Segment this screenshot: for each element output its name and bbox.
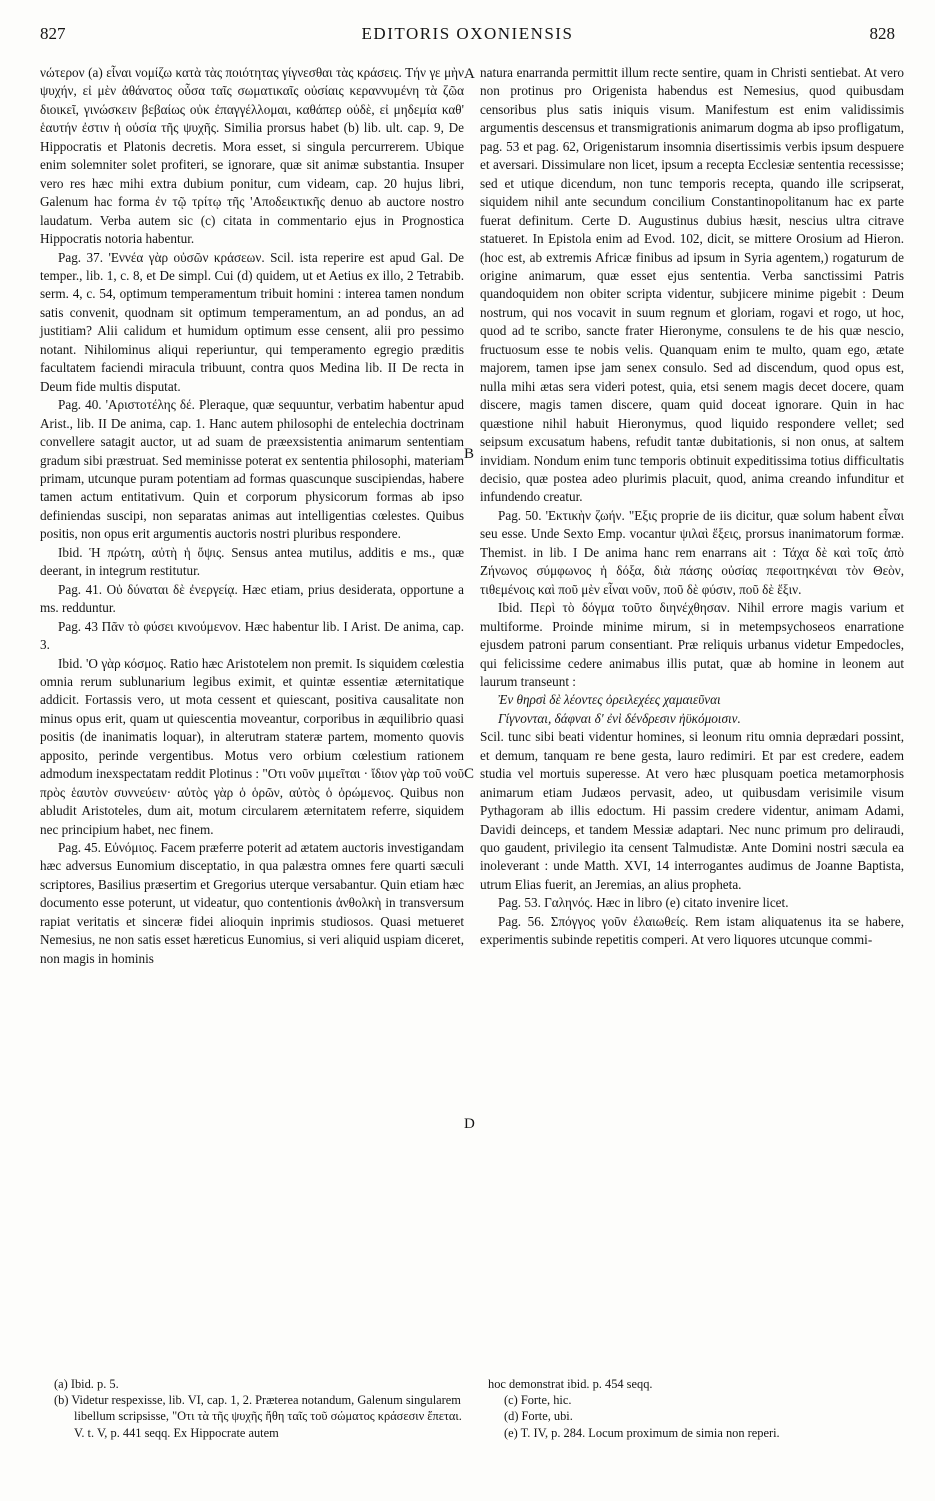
footnote: (d) Forte, ubi. [504,1409,573,1424]
paragraph: Pag. 43 Πᾶν τὸ φύσει κινούμενον. Hæc habentur lib. I Arist. De anima, cap. 3. [40,618,464,653]
footnote: (a) Ibid. p. 5. [54,1377,119,1391]
footnote: (e) T. IV, p. 284. Locum proximum de simia non reperi. [504,1425,780,1440]
paragraph: Ibid. Περὶ τὸ δόγμα τοῦτο διηνέχθησαν. Nihil errore magis varium et multiforme. Proinde minime mirum, si in metempsychoseos enarratione ejusdem patroni parum consentiant. Præ reliquis urbanus videtur Empedocles, qui felicissime cedere animabus illis putat, quæ ab homine in leonem aut laurum transeunt : [480,600,904,689]
margin-letter-c: C [464,766,475,782]
footnote: hoc demonstrat ibid. p. 454 seqq. [488,1377,653,1391]
paragraph: Pag. 40. 'Αριστοτέλης δέ. Pleraque, quæ sequuntur, verbatim habentur apud Arist., lib. II De anima, cap. 1. Hanc autem philosophi de entelechia doctrinam convellere satagit auctor, ut ad suam de præexsistentia animarum sententiam gradum sibi præstruat. Sed meminisse poterat ex sententia philosophi, materiam primam, utcunque puram potentiam ad formas quascunque suscipiendas, habere tamen actum entitativum. Quin et corporum physicorum formas ab ipso definiendas suscipi, non separatas animas aut intelligentias cœlestes. Quibus positis, non opus erit argumentis auctoris nostri pluribus respondere. [40,397,464,542]
margin-letter-b: B [464,446,475,462]
left-column [40,64,464,968]
footnotes-left [46,1376,470,1441]
paragraph: Pag. 56. Σπόγγος γοῦν ἐλαιωθείς. Rem istam aliquatenus ita se habere, experimentis subinde repetitis comperi. At vero liquores utcunque commi- [480,913,904,948]
margin-letter-d: D [464,1116,475,1132]
paragraph: natura enarranda permittit illum recte sentire, quam in Christi sentiebat. At vero non protinus pro Origenista habendus est Nemesius, quod quibusdam censoribus plus satis iniquis visum. Manifestum est enim validissimis argumentis descensus et transmigrationis animarum dogma ab ipso profligatum, pag. 53 et pag. 62, Origenistarum insomnia disertissimis verbis ipsum despuere et aversari. Dissimulare non licet, ipsum a recepta Ecclesiæ sententia recessisse; sed et utique dicendum, non tunc temporis recepta, quando ille scripserat, siquidem nihil ante secundum concilium Constantinopolitanum hac ex parte fuerat definitum. Certe D. Augustinus dubius hæsit, nescius ultra citrave statueret. In Epistola enim ad Evod. 102, dicit, se mittere Orosium ad Hieron. (hoc est, ab extremis Africæ finibus ad ipsum in Syria agentem,) rogaturum de origine animarum, quæ esset ejus sententia. Verba sanctissimi Patris quandoquidem non obiter scripta videntur, subjicere minime pigebit : Deum nostrum, qui nos vocavit in suum regnum et gloriam, rogavi et rogo, ut hoc, quod ad te scribo, sancte frater Hieronyme, consulens te de his quæ nescio, fructuosum esse te nobis velis. Quanquam enim te multo, quam ego, ætate majorem, tamen ipse jam senex consulo. Sed ad discendum, quod opus est, nulla mihi ætas sera videri potest, quia, etsi senem magis decet docere, quam discere, magis tamen discere, quam quid doceat ignorare. Quin in hac quæstione nihil habuit Hieronymus, quod liquido respondere vellet; sed seipsum excusatum habens, refudit tantæ dubitationis, si non onus, at saltem invidiam. Nondum enim tunc temporis obtinuit expeditissima totius difficultatis decisio, quæ postea adeo plurimis placuit, quod, anima creando infunditur et infundendo creatur. [480,65,904,505]
footnotes-right [488,1376,902,1441]
paragraph: νώτερον (a) εἶναι νομίζω κατὰ τὰς ποιότητας γίγνεσθαι τὰς κράσεις. Τήν γε μὴν ψυχήν, εἰ μὲν ἀθάνατος οὖσα ταῖς σωματικαῖς οὐσίαις κεραννυμένη τὰ ζῶα διοικεῖ, γινώσκειν βεβαίως οὐκ ἐπαγγέλλομαι, καθάπερ οὐδὲ, εἰ μηδεμία καθ' ἑαυτήν ἐστιν ἡ οὐσία τῆς ψυχῆς. Similia prorsus habet (b) lib. ult. cap. 9, De Hippocratis et Platonis decretis. Mora esset, si singula percurrerem. Ubique enim solemniter solet profiteri, se ignorare, quæ sit animæ substantia. Insuper vero res hæc mihi extra dubium ponitur, cum videam, cap. 20 hujus libri, Galenum hac forma ἐν τῷ τρίτῳ τῆς 'Αποδεικτικῆς denuo ab auctore nostro laudatum. Verba autem sic (c) citata in commentario ejus in Prognostica Hippocratis notoria habentur. [40,65,464,247]
paragraph: Pag. 37. 'Εννέα γὰρ οὐσῶν κράσεων. Scil. ista reperire est apud Gal. De temper., lib. 1, c. 8, et De simpl. Cui (d) quidem, ut et Aetius ex illo, 2 Tetrabib. serm. 4, c. 54, optimum temperamentum tribuit homini : interea tamen nondum satis convenit, quodnam sit optimum temperamentum, an ad pondus, an ad justitiam? Alii calidum et humidum optimum esse censent, alii pro pessimo notant. Nihilominus aliqui reperiuntur, qui temperamento egregio præditis facultatem faciendi miracula tribuunt, contra quos Medina lib. II De recta in Deum fide multis disputat. [40,249,464,394]
paragraph: Pag. 53. Γαληνός. Hæc in libro (e) citato invenire licet. [498,895,789,911]
verse-line: Ἐν θηρσὶ δὲ λέοντες ὀρειλεχέες χαμαιεῦναι [498,692,721,708]
footnote: (c) Forte, hic. [504,1393,572,1408]
footnote: (b) Videtur respexisse, lib. VI, cap. 1, 2. Præterea notandum, Galenum singularem libellum scripsisse, "Οτι τὰ τῆς ψυχῆς ἤθη ταῖς τοῦ σώματος κράσεσιν ἕπεται. V. t. V, p. 441 seqq. Ex Hippocrate autem [54,1393,462,1440]
page-number-right: 828 [869,24,895,43]
page-number-left: 827 [40,24,66,43]
paragraph: Scil. tunc sibi beati videntur homines, si leonum ritu omnia deprædari possint, et demum, tanquam re bene gesta, lauro redimiri. Et par est credere, eadem studia vel mortuis superesse. At vero hæc plusquam poetica metamorphosis animarum etiam Judæos pervasit, adeo, ut quibusdam verisimile visum Pythagoram ab illis edoctum. Hi passim credere videntur, animam Adami, Davidi deinceps, et tandem Messiæ adaptari. Nec nunc primum pro deliraudi, quo gaudent, privilegio ita censent Talmudistæ. Ante Domini nostri sæcula ea inoleverant : unde Matth. XVI, 14 interrogantes audimus de Joanne Baptista, utrum Elias fuerit, an Jeremias, an alius propheta. [480,729,904,892]
verse-line: Γίγνονται, δάφναι δ' ἐνὶ δένδρεσιν ἠϋκόμοισιν. [498,710,741,726]
paragraph: Pag. 41. Οὐ δύναται δὲ ἐνεργείᾳ. Hæc etiam, prius desiderata, opportune a ms. redduntur. [40,581,464,616]
margin-letter-a: A [464,66,475,82]
running-title: EDITORIS OXONIENSIS [361,24,574,43]
paragraph: Pag. 45. Εὐνόμιος. Facem præferre poterit ad ætatem auctoris investigandam hæc adversus Eunomium disceptatio, in qua palæstra omnes fere quarti sæculi scriptores, Basilius præsertim et Gregorius uterque versabantur. Quin etiam hæc documento esse poterunt, ut videatur, quo contentionis ἀνθολκὴ in transversum rapiat veritatis et sinceræ fidei alioquin inprimis studiosos. Quasi metueret Nemesius, ne non satis esset hæreticus Eunomius, si veri aliquid uspiam diceret, non magis in hominis [40,840,464,966]
paragraph: Pag. 50. 'Εκτικὴν ζωήν. "Εξις proprie de iis dicitur, quæ solum habent εἶναι seu esse. Unde Sexto Emp. vocantur ψιλαὶ ἕξεις, prorsus inanimatorum formæ. Themist. in lib. I De anima hanc rem enarrans ait : Τάχα δὲ καὶ τοῖς ἀπὸ Ζήνωνος σύμφωνος ἡ δόξα, διὰ πάσης οὐσίας πεφοιτηκέναι τὸν Θεὸν, τιθεμένοις καὶ ποῦ μὲν εἶναι νοῦν, ποῦ δὲ φύσιν, ποῦ δὲ ἕξιν. [480,507,904,597]
paragraph: Ibid. 'Ο γὰρ κόσμος. Ratio hæc Aristotelem non premit. Is siquidem cœlestia omnia rerum sublunarium legibus eximit, et quintæ essentiæ æternitatique addicit. Fortassis vero, ut mota cessent et quiescant, positiva causalitate non minus opus erit, quam ut quiescentia moveantur, corporibus in æquilibrio quasi positis (de inanimatis loquar), in alterutram stateræ partem, momento quovis apposito, perinde vergentibus. Motus vero orbium cœlestium rationem admodum inexspectatam reddit Plotinus : "Οτι νοῦν μιμεῖται · ἴδιον γὰρ τοῦ νοῦ πρὸς ἑαυτὸν συννεύειν· αὐτὸς γὰρ ὁ ὁρῶν, αὐτὸς ὁ ὁρώμενος. Quibus non abludit Aristoteles, dum ait, motum circularem æternitatem referre, siquidem nec principium habet, nec finem. [40,655,464,837]
running-header [40,24,895,50]
paragraph: Ibid. Ἡ πρώτη, αὐτὴ ἡ ὄψις. Sensus antea mutilus, additis e ms., quæ deerant, in integrum restitutur. [40,544,464,579]
right-column [480,64,904,950]
